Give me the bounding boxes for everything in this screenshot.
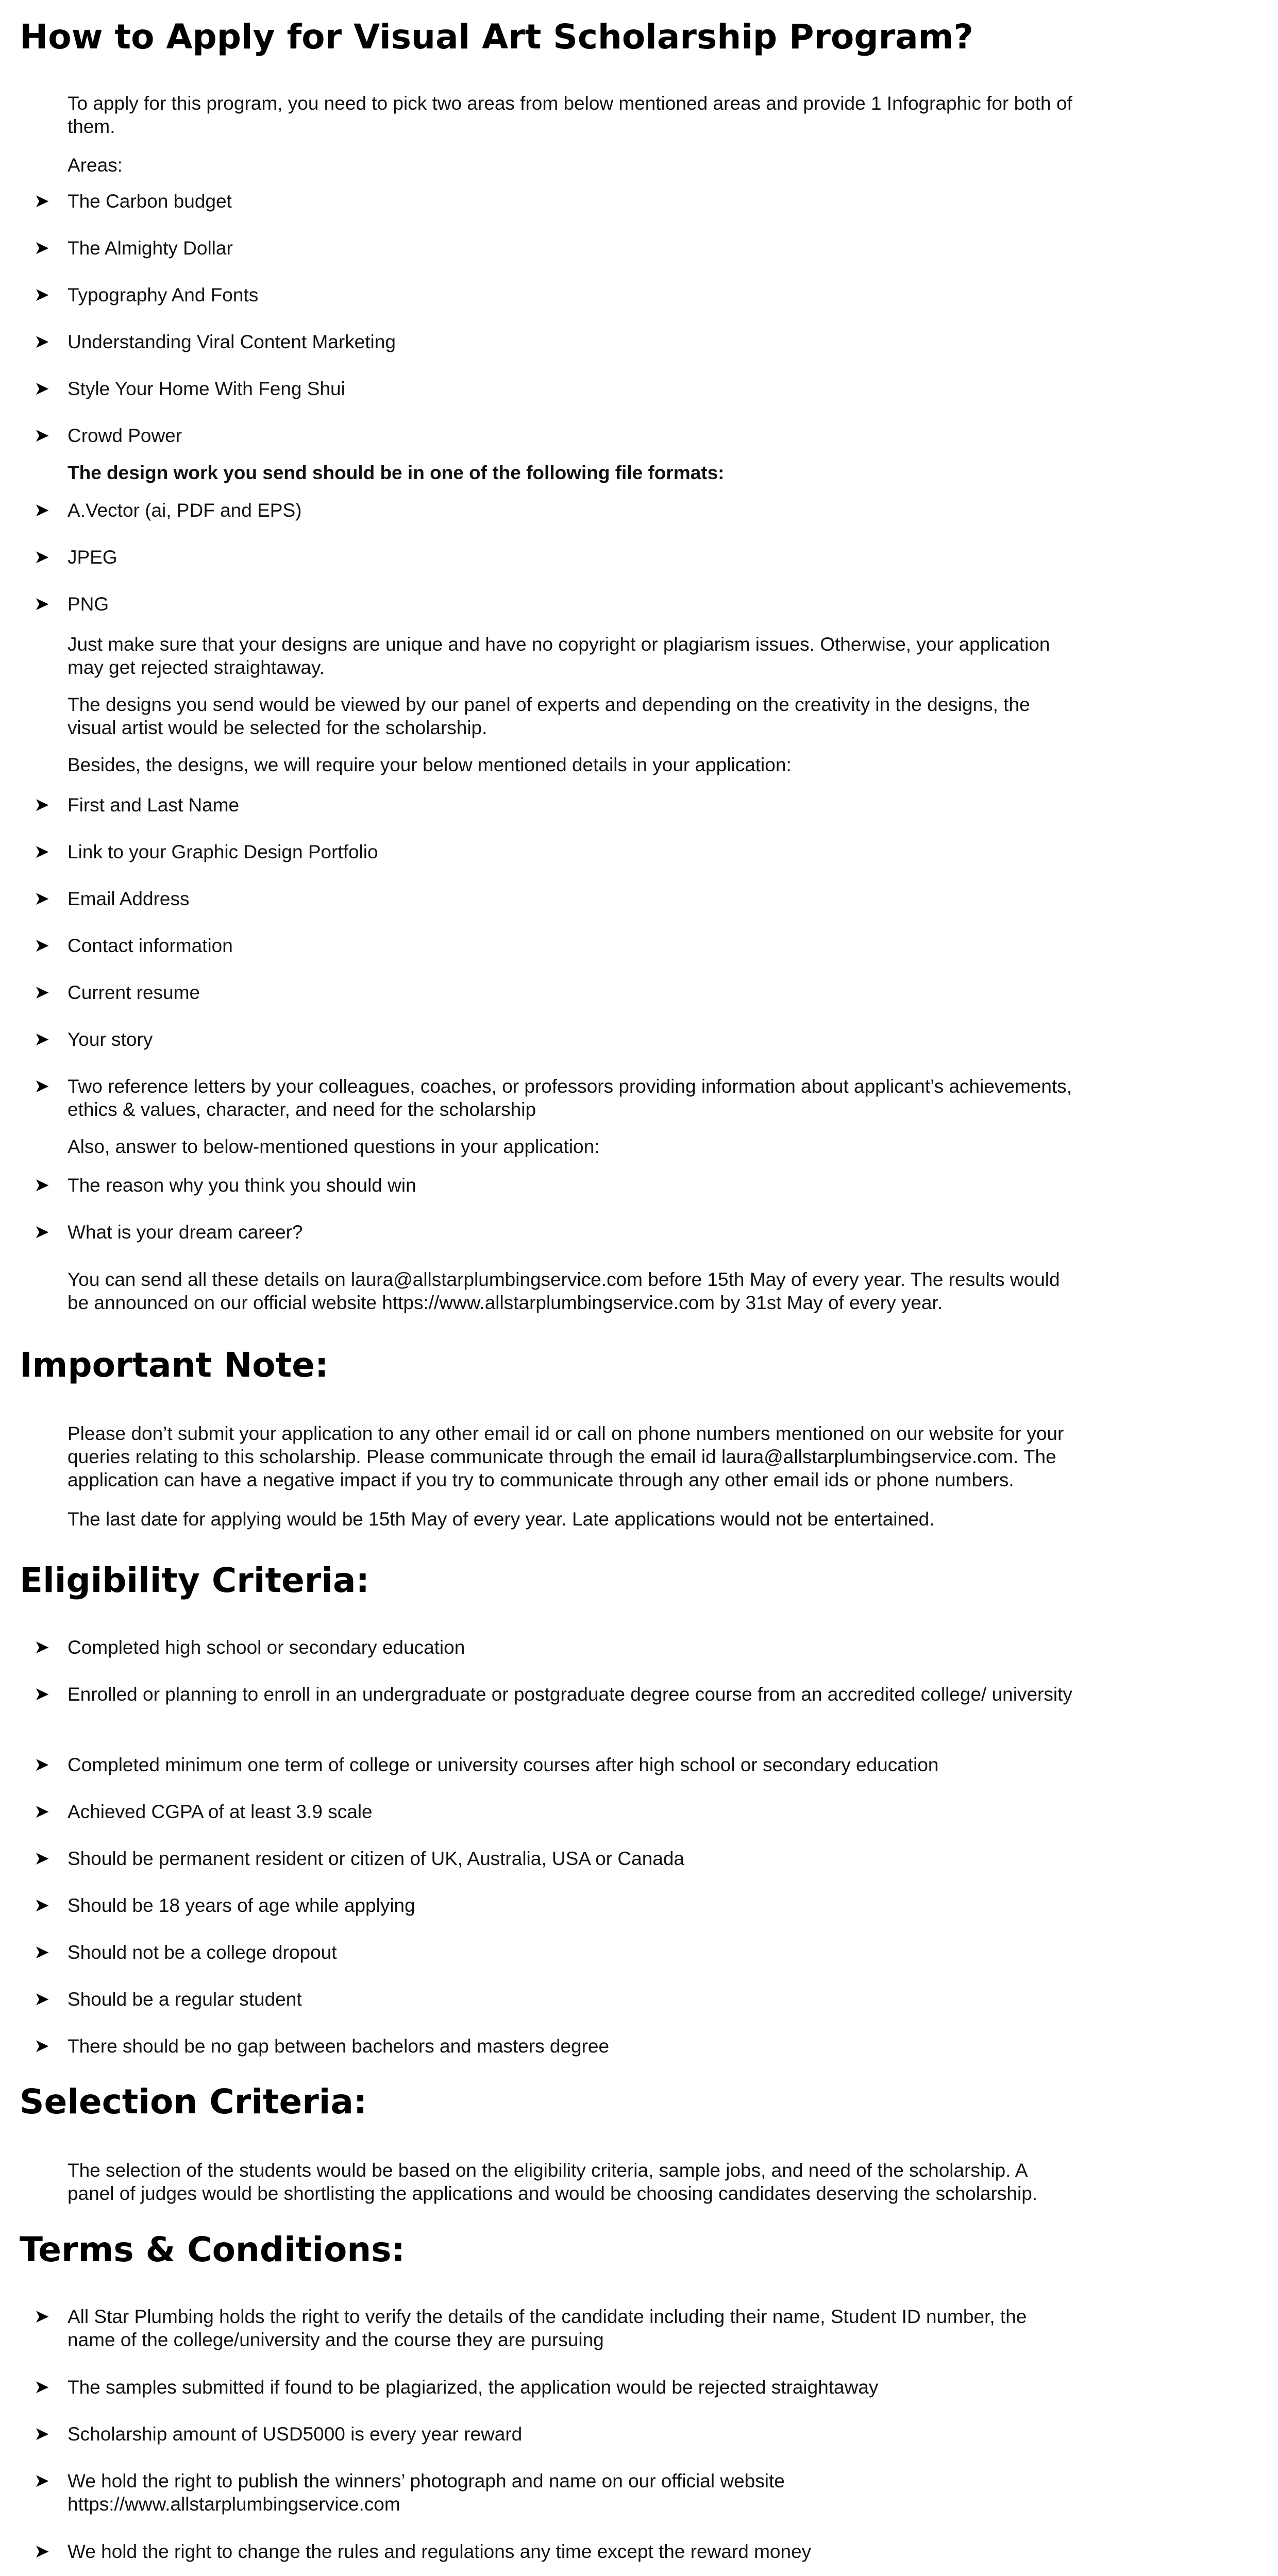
arrow-bullet-icon: ➤ <box>34 1801 50 1822</box>
list-item: ➤ Contact information <box>34 935 233 956</box>
list-item: ➤ Should be a regular student <box>34 1989 302 2010</box>
arrow-bullet-icon: ➤ <box>34 841 50 862</box>
selection-title: Selection Criteria: <box>20 2082 367 2122</box>
list-item: ➤ Understanding Viral Content Marketing <box>34 331 396 352</box>
arrow-bullet-icon: ➤ <box>34 331 50 352</box>
list-item: ➤ Style Your Home With Feng Shui <box>34 378 345 399</box>
arrow-bullet-icon: ➤ <box>34 1222 50 1243</box>
list-item: ➤ Scholarship amount of USD5000 is every year reward <box>34 2424 523 2445</box>
apply-intro: To apply for this program, you need to pick two areas from below mentioned areas and provide 1 Infographic for both of them. <box>68 93 1072 137</box>
panel-note: The designs you send would be viewed by our panel of experts and depending on the creativity in the designs, the visual artist would be selected for the scholarship. <box>68 694 1030 738</box>
list-item: ➤ We hold the right to publish the winners’ photograph and name on our official website https://www.allstarplumbingservice.com <box>34 2470 785 2515</box>
arrow-bullet-icon: ➤ <box>34 238 50 259</box>
arrow-bullet-icon: ➤ <box>34 500 50 521</box>
list-item: ➤ JPEG <box>34 547 117 568</box>
unique-note: Just make sure that your designs are unique and have no copyright or plagiarism issues. Otherwise, your application may get rejected straightaway. <box>68 634 1050 678</box>
list-item: ➤ Should not be a college dropout <box>34 1942 337 1963</box>
list-item: ➤ Crowd Power <box>34 425 182 446</box>
list-item: ➤ Enrolled or planning to enroll in an undergraduate or postgraduate degree course from an accredited college/ university <box>34 1684 1072 1705</box>
list-item: ➤ All Star Plumbing holds the right to verify the details of the candidate including their name, Student ID number, the name of the college/university and the course they are pursuing <box>34 2306 1027 2350</box>
arrow-bullet-icon: ➤ <box>34 1637 50 1658</box>
selection-paragraph: The selection of the students would be based on the eligibility criteria, sample jobs, and need of the scholarship. A panel of judges would be shortlisting the applications and would be choosing candidates deserving the scholarship. <box>68 2160 1038 2204</box>
arrow-bullet-icon: ➤ <box>34 888 50 909</box>
send-note: You can send all these details on laura@allstarplumbingservice.com before 15th May of every year. The results would be announced on our official website https://www.allstarplumbingservice.com by 31st May of every year. <box>68 1269 1060 1313</box>
arrow-bullet-icon: ➤ <box>34 1942 50 1963</box>
arrow-bullet-icon: ➤ <box>34 191 50 212</box>
arrow-bullet-icon: ➤ <box>34 935 50 956</box>
list-item: ➤ Completed minimum one term of college or university courses after high school or secondary education <box>34 1754 939 1775</box>
list-item: ➤ Should be 18 years of age while applying <box>34 1895 415 1916</box>
arrow-bullet-icon: ➤ <box>34 425 50 446</box>
arrow-bullet-icon: ➤ <box>34 1895 50 1916</box>
list-item: ➤ There should be no gap between bachelors and masters degree <box>34 2036 610 2057</box>
arrow-bullet-icon: ➤ <box>34 594 50 615</box>
list-item: ➤ Should be permanent resident or citizen of UK, Australia, USA or Canada <box>34 1848 685 1869</box>
arrow-bullet-icon: ➤ <box>34 547 50 568</box>
list-item: ➤ The Almighty Dollar <box>34 238 233 259</box>
arrow-bullet-icon: ➤ <box>34 2306 50 2327</box>
arrow-bullet-icon: ➤ <box>34 1848 50 1869</box>
list-item: ➤ The Carbon budget <box>34 191 232 212</box>
questions-intro: Also, answer to below-mentioned questions in your application: <box>68 1136 600 1157</box>
list-item: ➤ A.Vector (ai, PDF and EPS) <box>34 500 302 521</box>
arrow-bullet-icon: ➤ <box>34 1684 50 1705</box>
arrow-bullet-icon: ➤ <box>34 2377 50 2398</box>
arrow-bullet-icon: ➤ <box>34 2036 50 2057</box>
apply-title: How to Apply for Visual Art Scholarship Program? <box>20 17 973 57</box>
arrow-bullet-icon: ➤ <box>34 982 50 1003</box>
formats-heading: The design work you send should be in one of the following file formats: <box>68 462 725 483</box>
list-item: ➤ We hold the right to change the rules and regulations any time except the reward money <box>34 2541 812 2562</box>
arrow-bullet-icon: ➤ <box>34 1029 50 1050</box>
list-item: ➤ Completed high school or secondary education <box>34 1637 465 1658</box>
list-item: ➤ PNG <box>34 594 109 615</box>
terms-title: Terms & Conditions: <box>20 2230 405 2269</box>
arrow-bullet-icon: ➤ <box>34 2470 50 2492</box>
list-item: ➤ Your story <box>34 1029 153 1050</box>
list-item: ➤ The reason why you think you should win <box>34 1175 416 1196</box>
note-paragraph-1: Please don’t submit your application to any other email id or call on phone numbers mentioned on our website for your queries relating to this scholarship. Please communicate through the email id laura@allstarplumbingservice.com. The application can have a negative impact if you try to communicate through any other email ids or phone numbers. <box>68 1423 1064 1490</box>
arrow-bullet-icon: ➤ <box>34 1175 50 1196</box>
list-item: ➤ First and Last Name <box>34 794 240 816</box>
arrow-bullet-icon: ➤ <box>34 794 50 816</box>
note-paragraph-2: The last date for applying would be 15th May of every year. Late applications would not be entertained. <box>68 1509 935 1530</box>
areas-label: Areas: <box>68 155 123 176</box>
note-title: Important Note: <box>20 1345 329 1385</box>
arrow-bullet-icon: ➤ <box>34 2424 50 2445</box>
arrow-bullet-icon: ➤ <box>34 1754 50 1775</box>
list-item: ➤ Achieved CGPA of at least 3.9 scale <box>34 1801 373 1822</box>
list-item: ➤ Link to your Graphic Design Portfolio <box>34 841 378 862</box>
arrow-bullet-icon: ➤ <box>34 284 50 306</box>
arrow-bullet-icon: ➤ <box>34 2541 50 2562</box>
arrow-bullet-icon: ➤ <box>34 1989 50 2010</box>
arrow-bullet-icon: ➤ <box>34 1076 50 1097</box>
eligibility-title: Eligibility Criteria: <box>20 1561 369 1600</box>
list-item: ➤ Current resume <box>34 982 200 1003</box>
arrow-bullet-icon: ➤ <box>34 378 50 399</box>
list-item: ➤ Email Address <box>34 888 190 909</box>
list-item: ➤ Typography And Fonts <box>34 284 259 306</box>
list-item: ➤ The samples submitted if found to be plagiarized, the application would be rejected straightaway <box>34 2377 879 2398</box>
list-item: ➤ What is your dream career? <box>34 1222 303 1243</box>
details-intro: Besides, the designs, we will require your below mentioned details in your application: <box>68 754 792 775</box>
list-item: ➤ Two reference letters by your colleagues, coaches, or professors providing information about applicant’s achievements, ethics & values, character, and need for the scholarship <box>34 1076 1072 1120</box>
